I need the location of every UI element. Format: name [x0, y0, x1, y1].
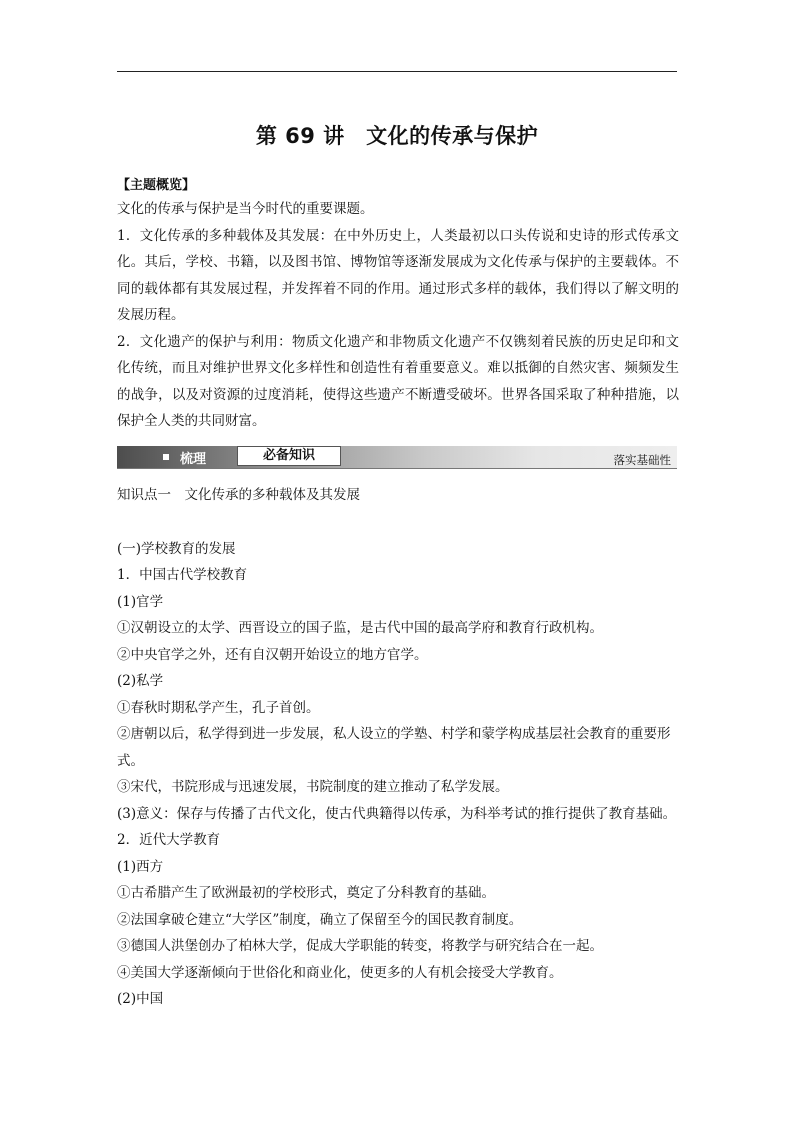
list-item: ①春秋时期私学产生，孔子首创。: [117, 699, 320, 716]
item-heading: (2)中国: [117, 991, 164, 1007]
list-item: (3)意义：保存与传播了古代文化，使古代典籍得以传承，为科举考试的推行提供了教育基础。: [117, 805, 677, 822]
list-item: ①古希腊产生了欧洲最初的学校形式，奠定了分科教育的基础。: [117, 885, 495, 901]
banner-caption: 落实基础性: [613, 453, 671, 467]
main-content: [117, 482, 679, 1013]
section-banner: [117, 446, 677, 469]
overview-label: 【主题概览】: [117, 178, 196, 193]
overview-paragraph: 1．文化传承的多种载体及其发展：在中外历史上，人类最初以口头传说和史诗的形式传承文化。其后，学校、书籍，以及图书馆、博物馆等逐渐发展成为文化传承与保护的主要载体。不同的载体都有其发展过程，并发挥着不同的作用。通过形式多样的载体，我们得以了解文明的发展历程。: [117, 227, 679, 323]
list-item: ③宋代，书院形成与迅速发展，书院制度的建立推动了私学发展。: [117, 779, 509, 795]
item-heading: (1)官学: [117, 593, 164, 610]
overview-paragraph: 2．文化遗产的保护与利用：物质文化遗产和非物质文化遗产不仅镌刻着民族的历史足印和文化传统，而且对维护世界文化多样性和创造性有着重要意义。难以抵御的自然灾害、频频发生的战争，以及对资源的过度消耗，使得这些遗产不断遭受破坏。世界各国采取了种种措施，以保护全人类的共同财富。: [117, 333, 679, 429]
banner-tab-sort-label: 梳理: [180, 452, 207, 467]
list-item: ②中央官学之外，还有自汉朝开始设立的地方官学。: [117, 646, 428, 663]
subsection-heading: 2．近代大学教育: [117, 832, 221, 848]
header-rule: [117, 71, 677, 72]
list-item: ②唐朝以后，私学得到进一步发展，私人设立的学塾、村学和蒙学构成基层社会教育的重要形式。: [117, 726, 671, 769]
list-item: ③德国人洪堡创办了柏林大学，促成大学职能的转变，将教学与研究结合在一起。: [117, 938, 603, 954]
knowledge-point-heading: 知识点一 文化传承的多种载体及其发展: [117, 487, 360, 503]
overview-paragraph: 文化的传承与保护是当今时代的重要课题。: [117, 201, 374, 217]
subsection-heading: 1．中国古代学校教育: [117, 567, 248, 583]
item-heading: (1)西方: [117, 858, 164, 875]
overview-section: [117, 196, 679, 435]
lesson-title: 第 69 讲 文化的传承与保护: [255, 124, 539, 148]
list-item: ①汉朝设立的太学、西晋设立的国子监，是古代中国的最高学府和教育行政机构。: [117, 620, 603, 636]
item-heading: (2)私学: [117, 673, 164, 689]
list-item: ②法国拿破仑建立“大学区”制度，确立了保留至今的国民教育制度。: [117, 911, 523, 928]
banner-tab-knowledge: 必备知识: [237, 446, 341, 466]
square-bullet-icon: [163, 454, 169, 460]
section-heading: (一)学校教育的发展: [117, 540, 236, 557]
list-item: ④美国大学逐渐倾向于世俗化和商业化，使更多的人有机会接受大学教育。: [117, 964, 563, 981]
banner-tab-sort: [117, 448, 233, 466]
